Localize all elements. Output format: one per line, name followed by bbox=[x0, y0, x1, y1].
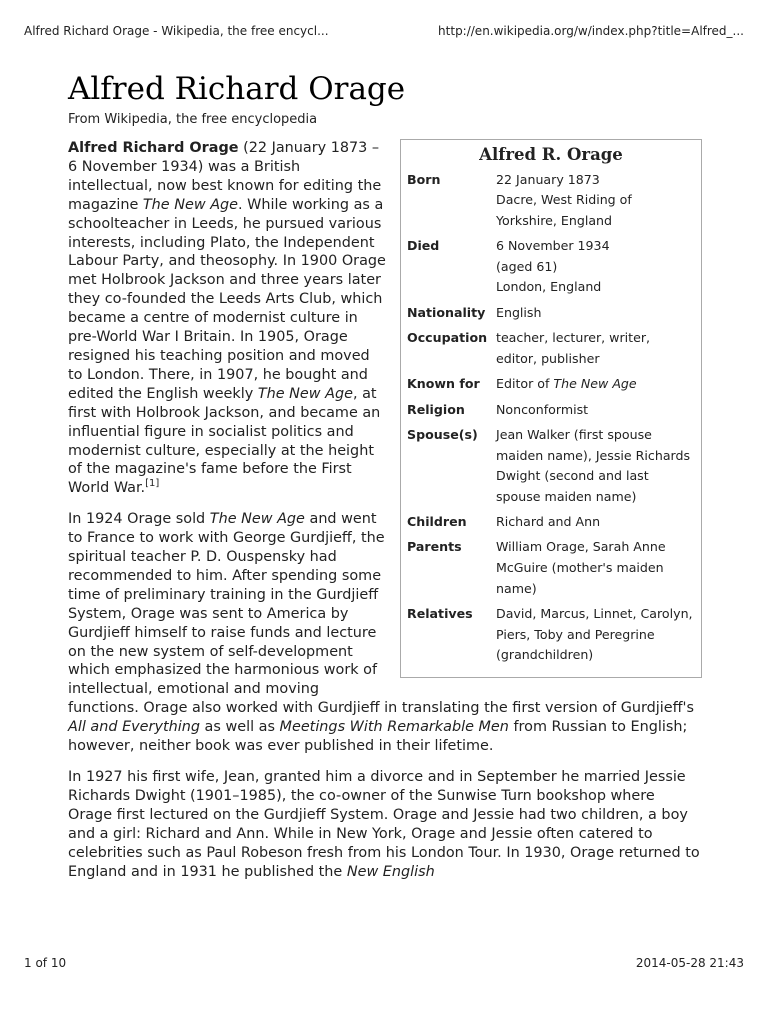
paragraph-marriage bbox=[68, 768, 702, 881]
print-timestamp: 2014-05-28 21:43 bbox=[635, 956, 744, 970]
infobox-value: English bbox=[496, 304, 542, 320]
infobox-row-nationality bbox=[407, 303, 695, 324]
link-new-age[interactable]: The New Age bbox=[142, 196, 239, 213]
infobox-row-known-for bbox=[407, 374, 695, 395]
link-all-and-everything[interactable]: All and Everything bbox=[68, 719, 200, 736]
infobox-row-occupation bbox=[407, 328, 695, 369]
infobox-value bbox=[496, 374, 695, 395]
link-new-english[interactable]: New English bbox=[346, 863, 435, 880]
infobox-value: teacher, lecturer, writer, editor, publisher bbox=[496, 330, 651, 366]
infobox-row-relatives bbox=[407, 604, 695, 666]
died-age: (aged 61) bbox=[496, 258, 558, 274]
infobox-value bbox=[496, 170, 695, 232]
print-header-url: http://en.wikipedia.org/w/index.php?title=Alfred_... bbox=[438, 24, 744, 38]
infobox-value bbox=[496, 236, 695, 298]
died-place: London, England bbox=[496, 279, 602, 295]
print-header-title: Alfred Richard Orage - Wikipedia, the free encycl... bbox=[24, 24, 329, 38]
infobox-label: Children bbox=[407, 514, 467, 530]
infobox bbox=[400, 139, 702, 678]
infobox-label: Died bbox=[407, 238, 440, 254]
infobox-label: Born bbox=[407, 171, 441, 187]
print-footer bbox=[24, 956, 744, 970]
link-new-age[interactable]: The New Age bbox=[257, 385, 353, 402]
link-meetings[interactable]: Meetings With Remarkable Men bbox=[279, 719, 509, 736]
born-date: 22 January 1873 bbox=[496, 171, 600, 187]
text-run: and went to France to work with George Gurdjieff, the spiritual teacher P. D. Ouspensky had recommended to him. After spending some time of preliminary training in the Gurdjieff System, Orage was sent to America by Gurdjieff himself to raise funds and lecture on the new system of self-development which emphasized the harmonious work of intellectual, emotional and moving functions. Orage also worked with Gurdjieff in translating the first version of Gurdjieff's bbox=[68, 511, 695, 717]
infobox-value: Jean Walker (first spouse maiden name), Jessie Richards Dwight (second and last spouse maiden name) bbox=[496, 426, 691, 504]
infobox-value: Richard and Ann bbox=[496, 514, 601, 530]
text-run: from Russian to English; however, neither book was ever published in their lifetime. bbox=[68, 719, 688, 755]
known-for-link[interactable]: The New Age bbox=[553, 376, 637, 392]
infobox-value: Nonconformist bbox=[496, 401, 589, 417]
infobox-row-parents bbox=[407, 537, 695, 599]
text-run: In 1927 his first wife, Jean, granted him a divorce and in September he married Jessie Richards Dwight (1901–1985), the co-owner of the Sunwise Turn bookshop where Orage first lectured on the Gurdjieff System. Orage and Jessie had two children, a boy and a girl: Richard and Ann. While in New York, Orage and Jessie often catered to celebrities such as Paul Robeson fresh from his London Tour. In 1930, Orage returned to England and in 1931 he published the bbox=[68, 769, 700, 880]
infobox-label: Religion bbox=[407, 401, 465, 417]
page-title: Alfred Richard Orage bbox=[68, 71, 406, 107]
infobox-title: Alfred R. Orage bbox=[479, 145, 623, 164]
subject-name: Alfred Richard Orage bbox=[68, 140, 239, 156]
infobox-label: Occupation bbox=[407, 330, 488, 346]
infobox-value: David, Marcus, Linnet, Carolyn, Piers, Toby and Peregrine (grandchildren) bbox=[496, 606, 693, 663]
known-for-prefix: Editor of bbox=[496, 376, 554, 392]
infobox-row-spouses bbox=[407, 425, 695, 507]
text-run: as well as bbox=[199, 719, 280, 736]
infobox-label: Parents bbox=[407, 539, 462, 555]
infobox-label: Spouse(s) bbox=[407, 426, 478, 442]
text-run: , at first with Holbrook Jackson, and became an influential figure in socialist politics and modernist culture, especially at the height of the magazine's fame before the First World War. bbox=[68, 385, 381, 497]
text-run: In 1924 Orage sold bbox=[68, 511, 210, 528]
text-run: (22 January 1873 – 6 November 1934) was a British intellectual, now best known for editing the magazine bbox=[68, 140, 382, 213]
infobox-label: Relatives bbox=[407, 606, 473, 622]
infobox-row-died bbox=[407, 236, 695, 298]
reference-link[interactable]: [1] bbox=[145, 478, 160, 490]
print-header bbox=[24, 24, 744, 38]
article-content bbox=[68, 70, 702, 881]
born-place: Dacre, West Riding of Yorkshire, England bbox=[496, 192, 632, 228]
site-subtitle: From Wikipedia, the free encyclopedia bbox=[68, 112, 318, 127]
text-run: . While working as a schoolteacher in Leeds, he pursued various interests, including Plato, the Independent Labour Party, and theosophy. In 1900 Orage met Holbrook Jackson and three years later they co-founded the Leeds Arts Club, which became a centre of modernist culture in pre-World War I Britain. In 1905, Orage resigned his teaching position and moved to London. There, in 1907, he bought and edited the English weekly bbox=[68, 196, 386, 402]
infobox-label: Known for bbox=[407, 376, 480, 392]
infobox-row-children bbox=[407, 512, 695, 533]
infobox-row-born bbox=[407, 170, 695, 232]
died-date: 6 November 1934 bbox=[496, 238, 610, 254]
page-number: 1 of 10 bbox=[24, 956, 67, 970]
infobox-value: William Orage, Sarah Anne McGuire (mother's maiden name) bbox=[496, 539, 666, 596]
link-new-age[interactable]: The New Age bbox=[209, 511, 305, 528]
infobox-row-religion bbox=[407, 400, 695, 421]
infobox-label: Nationality bbox=[407, 304, 486, 320]
